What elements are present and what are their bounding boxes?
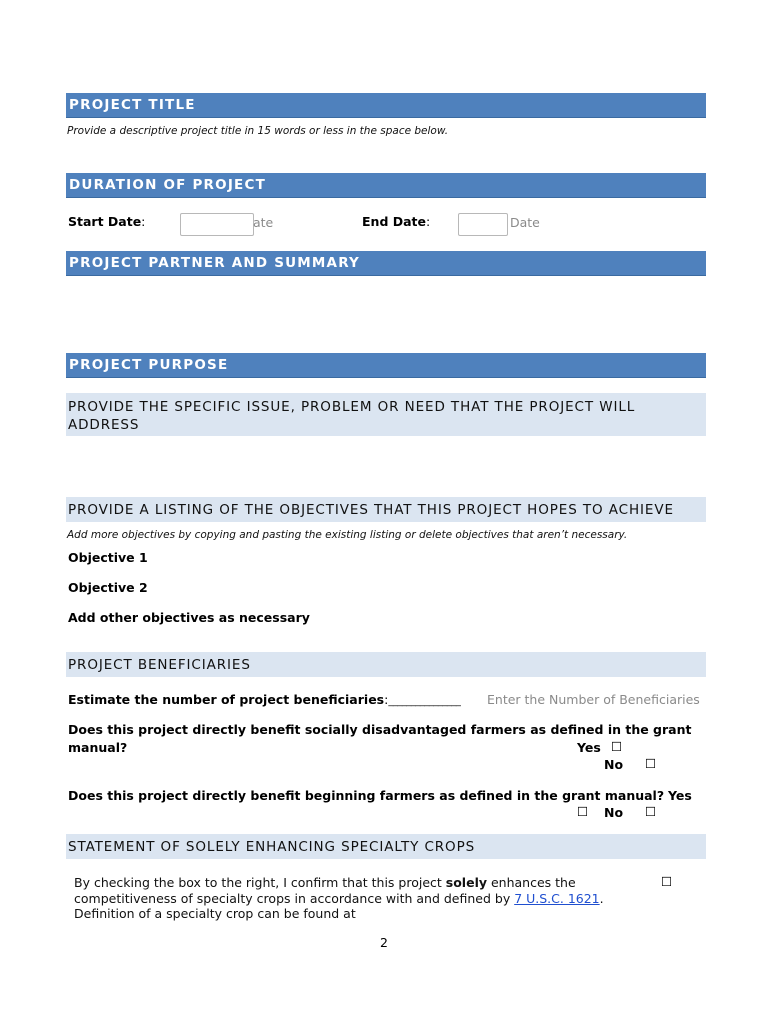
section-title: PROJECT TITLE [69, 97, 196, 113]
usc-1621-link[interactable]: 7 U.S.C. 1621 [514, 890, 600, 906]
specialty-line-2-post: . [599, 890, 604, 906]
start-date-placeholder: ate [253, 215, 274, 230]
subsection-title: PROVIDE A LISTING OF THE OBJECTIVES THAT THIS PROJECT HOPES TO ACHIEVE [68, 502, 674, 518]
specialty-crops-subheader [66, 834, 706, 859]
estimate-colon: : [384, 692, 389, 707]
subsection-title: PROJECT BENEFICIARIES [68, 657, 251, 673]
section-title: PROJECT PURPOSE [69, 357, 229, 373]
end-date-placeholder: Date [510, 215, 540, 230]
q2-yes-checkbox[interactable]: ☐ [577, 804, 589, 819]
issue-subheader [66, 393, 706, 436]
beneficiaries-estimate-input[interactable]: Enter the Number of Beneficiaries [487, 692, 700, 707]
section-title: PROJECT PARTNER AND SUMMARY [69, 255, 361, 271]
start-date-label-text: Start Date [68, 214, 142, 229]
project-title-header [66, 93, 706, 118]
section-title: DURATION OF PROJECT [69, 177, 266, 193]
objectives-note: Add more objectives by copying and pasting the existing listing or delete objectives that aren’t necessary. [67, 529, 628, 541]
specialty-line-1-pre: By checking the box to the right, I confirm that this project [74, 875, 446, 890]
specialty-line-2 [74, 891, 634, 907]
start-date-input[interactable] [180, 213, 254, 236]
q2-yes-label: Yes [668, 788, 692, 803]
duration-header [66, 173, 706, 198]
q2-no-checkbox[interactable]: ☐ [645, 804, 657, 819]
project-title-instruction: Provide a descriptive project title in 15 words or less in the space below. [67, 125, 449, 137]
specialty-line-3: Definition of a specialty crop can be found at [74, 906, 356, 921]
socially-disadvantaged-question-cont: manual? [68, 740, 128, 755]
q2-no-label: No [604, 805, 624, 820]
specialty-line-1 [74, 875, 634, 891]
subsection-title: STATEMENT OF SOLELY ENHANCING SPECIALTY CROPS [68, 839, 476, 855]
beneficiaries-subheader [66, 652, 706, 677]
objective-2: Objective 2 [68, 580, 148, 595]
specialty-line-1-post: enhances the [487, 875, 576, 890]
beginning-farmers-question: Does this project directly benefit beginning farmers as defined in the grant manual? [68, 788, 665, 803]
specialty-statement [74, 875, 634, 922]
end-date-input[interactable] [458, 213, 508, 236]
objective-1: Objective 1 [68, 550, 148, 565]
specialty-line-2-pre: competitiveness of specialty crops in accordance with and defined by [74, 890, 515, 906]
q1-yes-label: Yes [577, 740, 601, 755]
objective-other: Add other objectives as necessary [68, 610, 310, 625]
specialty-solely: solely [445, 875, 488, 890]
objectives-subheader [66, 497, 706, 522]
project-purpose-header [66, 353, 706, 378]
specialty-confirm-checkbox[interactable]: ☐ [661, 874, 673, 889]
end-date-label [362, 214, 430, 229]
end-date-label-text: End Date [362, 214, 427, 229]
partner-summary-header [66, 251, 706, 276]
socially-disadvantaged-question: Does this project directly benefit socially disadvantaged farmers as defined in the grant [68, 722, 692, 737]
estimate-label-text: Estimate the number of project beneficiaries [68, 692, 385, 707]
start-date-label [68, 214, 145, 229]
estimate-blank-line: ________________ [388, 696, 461, 707]
beneficiaries-estimate-label [68, 692, 460, 707]
subsection-title: PROVIDE THE SPECIFIC ISSUE, PROBLEM OR NEED THAT THE PROJECT WILL ADDRESS [68, 399, 636, 433]
q1-no-checkbox[interactable]: ☐ [645, 756, 657, 771]
end-date-colon: : [426, 214, 431, 229]
q1-yes-checkbox[interactable]: ☐ [611, 739, 623, 754]
page-number: 2 [380, 935, 388, 950]
q1-no-label: No [604, 757, 624, 772]
start-date-colon: : [141, 214, 146, 229]
